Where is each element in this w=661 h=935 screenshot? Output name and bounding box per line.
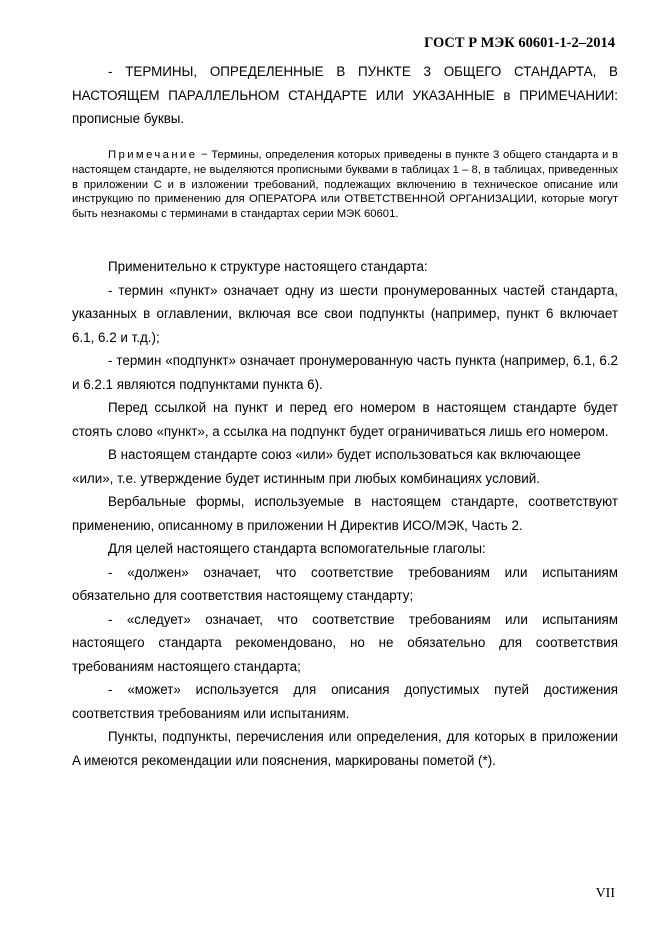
page-number: VII — [595, 886, 615, 901]
document-header: ГОСТ Р МЭК 60601-1-2–2014 — [424, 35, 615, 51]
paragraph-should: - «следует» означает, что соответствие требованиям или испытаниям настоящего стандарта рекомендовано, но не обязательно для соответствия требованиям настоящего стандарта; — [72, 611, 618, 674]
note-block — [72, 148, 618, 222]
paragraph-annex-marking: Пункты, подпункты, перечисления или определения, для которых в приложении A имеются рекомендации или пояснения, маркированы пометой (*). — [72, 729, 618, 768]
note-text: − Термины, определения которых приведены в пункте 3 общего стандарта и в настоящем стандарте, не выделяются прописными буквами в таблицах 1 – 8, в таблицах, приведенных в приложении C и в изложении требований, подлежащих включению в техническое описание или инструкцию по применению для ОПЕРАТОРА или ОТВЕТСТВЕННОЙ ОРГАНИЗАЦИИ, которые могут быть незнакомы с терминами в стандартах серии МЭК 60601. — [72, 149, 618, 221]
intro-block — [72, 60, 618, 131]
paragraph-shall: - «должен» означает, что соответствие требованиям или испытаниям обязательно для соответствия настоящему стандарту; — [72, 564, 618, 603]
intro-paragraph: - ТЕРМИНЫ, ОПРЕДЕЛЕННЫЕ В ПУНКТЕ 3 ОБЩЕГО СТАНДАРТА, В НАСТОЯЩЕМ ПАРАЛЛЕЛЬНОМ СТАНДАРТЕ ИЛИ УКАЗАННЫЕ в ПРИМЕЧАНИИ: прописные буквы. — [72, 64, 618, 126]
body-block — [72, 255, 618, 772]
paragraph-or-conjunction: В настоящем стандарте союз «или» будет использоваться как включающее — [108, 447, 581, 462]
note-label: Примечание — [108, 149, 198, 161]
paragraph-term-subclause: - термин «подпункт» означает пронумерованную часть пункта (например, 6.1, 6.2 и 6.2.1 являются подпунктами пункта 6). — [72, 353, 618, 392]
paragraph-structure-intro: Применительно к структуре настоящего стандарта: — [108, 259, 428, 274]
paragraph-verbal-forms: Вербальные формы, используемые в настоящем стандарте, соответствуют применению, описанному в приложении H Директив ИСО/МЭК, Часть 2. — [72, 494, 618, 533]
paragraph-references: Перед ссылкой на пункт и перед его номером в настоящем стандарте будет стоять слово «пункт», а ссылка на подпункт будет ограничиваться лишь его номером. — [72, 400, 618, 439]
note-paragraph — [72, 148, 618, 222]
paragraph-auxiliary-verbs: Для целей настоящего стандарта вспомогательные глаголы: — [108, 541, 486, 556]
paragraph-term-clause: - термин «пункт» означает одну из шести пронумерованных частей стандарта, указанных в оглавлении, включая все свои подпункты (например, пункт 6 включает 6.1, 6.2 и т.д.); — [72, 282, 618, 345]
paragraph-or-continuation: «или», т.е. утверждение будет истинным при любых комбинациях условий. — [72, 470, 540, 486]
paragraph-may: - «может» используется для описания допустимых путей достижения соответствия требованиям или испытаниям. — [72, 682, 618, 721]
